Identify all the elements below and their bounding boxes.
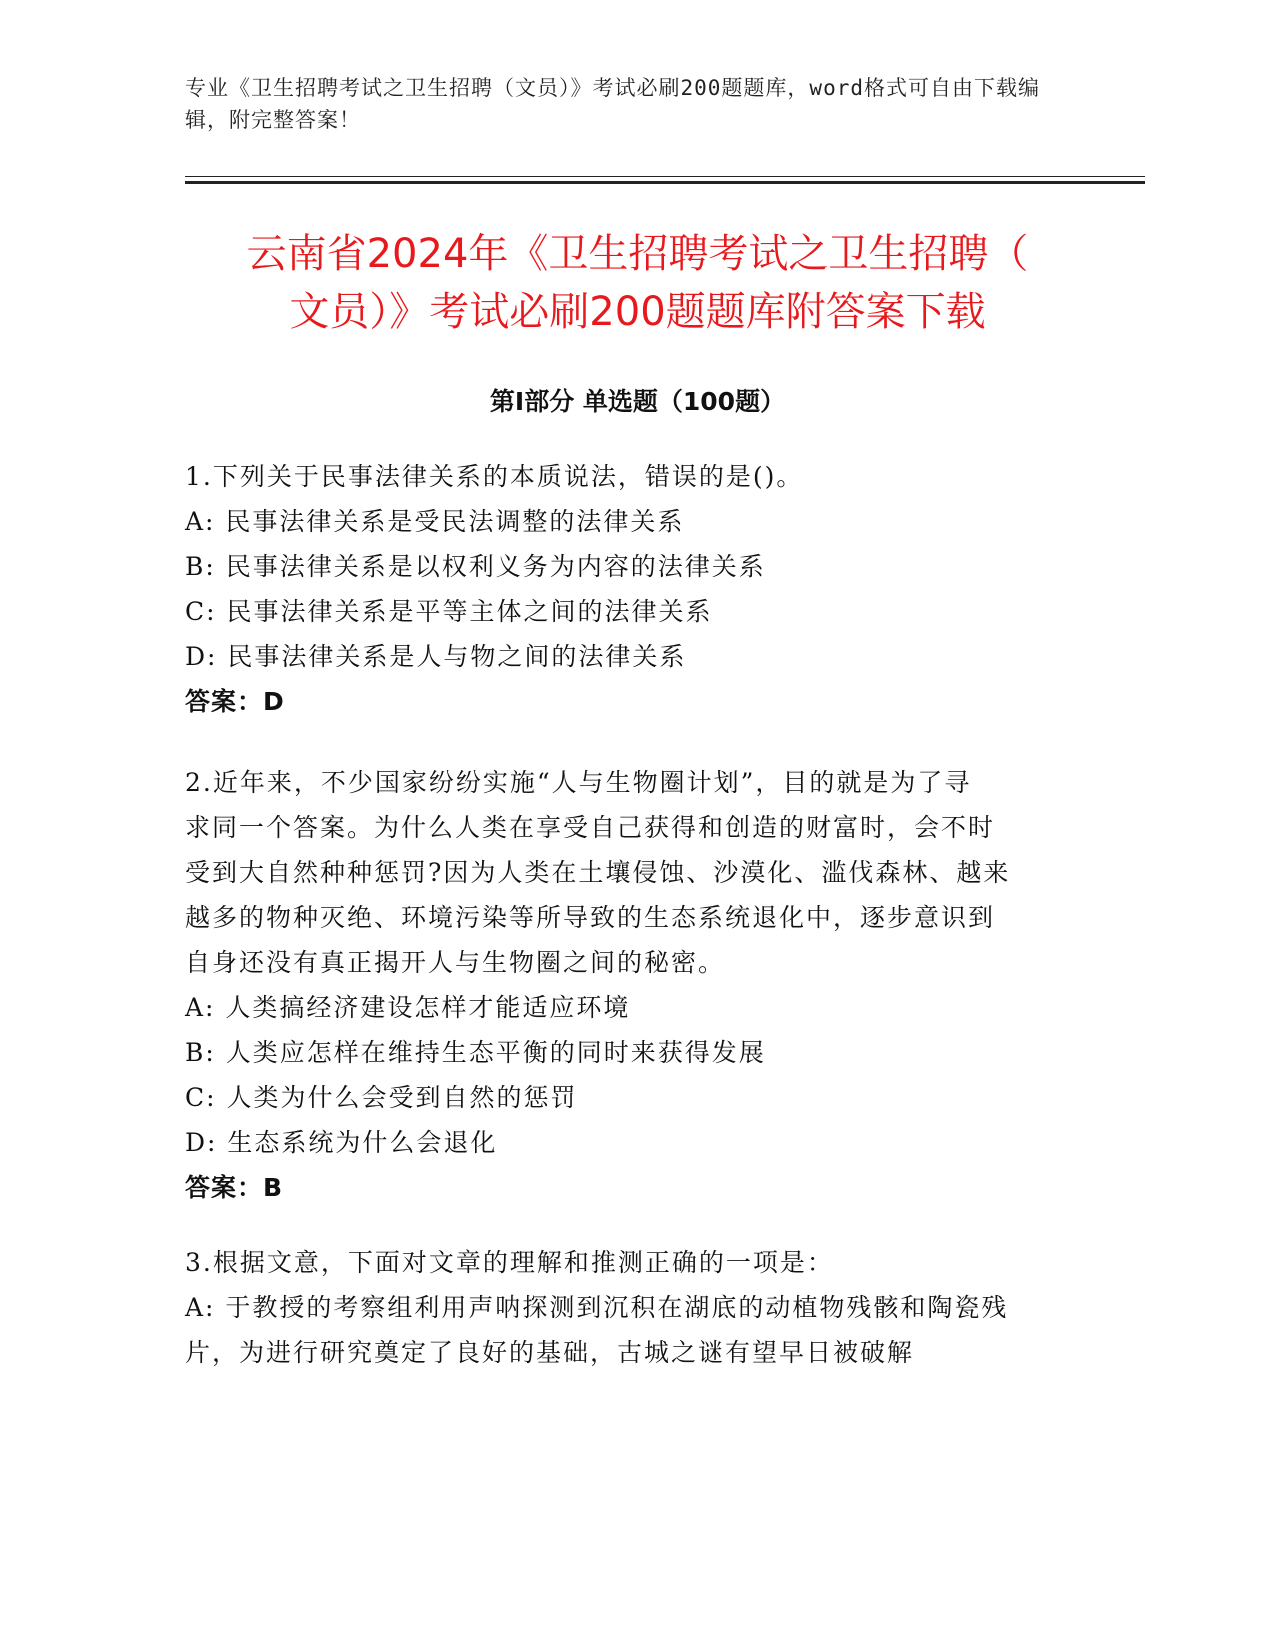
option-c: C: 人类为什么会受到自然的惩罚 bbox=[185, 1083, 578, 1112]
header-divider-thick bbox=[185, 181, 1145, 184]
question-3 bbox=[185, 1240, 1065, 1375]
option-a: A: 人类搞经济建设怎样才能适应环境 bbox=[185, 993, 631, 1022]
document-title-line-1: 云南省2024年《卫生招聘考试之卫生招聘（ bbox=[246, 231, 1029, 277]
question-stem-line: 求同一个答案。为什么人类在享受自己获得和创造的财富时，会不时 bbox=[185, 813, 996, 842]
header-note: 专业《卫生招聘考试之卫生招聘（文员）》考试必刷200题题库，word格式可自由下载编辑，附完整答案！ bbox=[185, 76, 1040, 132]
question-2 bbox=[185, 760, 1065, 1210]
question-stem-line: 越多的物种灭绝、环境污染等所导致的生态系统退化中，逐步意识到 bbox=[185, 903, 996, 932]
answer: 答案：D bbox=[185, 687, 285, 716]
option-b: B: 人类应怎样在维持生态平衡的同时来获得发展 bbox=[185, 1038, 766, 1067]
question-stem-line: 受到大自然种种惩罚?因为人类在土壤侵蚀、沙漠化、滥伐森林、越来 bbox=[185, 858, 1011, 887]
option-a: A: 民事法律关系是受民法调整的法律关系 bbox=[185, 507, 685, 536]
option-d: D: 民事法律关系是人与物之间的法律关系 bbox=[185, 642, 687, 671]
header-divider-thin bbox=[185, 176, 1145, 177]
option-c: C: 民事法律关系是平等主体之间的法律关系 bbox=[185, 597, 713, 626]
option-a-continued: 片，为进行研究奠定了良好的基础，古城之谜有望早日被破解 bbox=[185, 1338, 915, 1367]
document-title bbox=[150, 225, 1125, 341]
option-d: D: 生态系统为什么会退化 bbox=[185, 1128, 498, 1157]
option-a: A: 于教授的考察组利用声呐探测到沉积在湖底的动植物残骸和陶瓷残 bbox=[185, 1293, 1009, 1322]
question-stem-line: 2.近年来，不少国家纷纷实施“人与生物圈计划”，目的就是为了寻 bbox=[185, 768, 972, 797]
option-b: B: 民事法律关系是以权利义务为内容的法律关系 bbox=[185, 552, 766, 581]
question-stem-line: 1.下列关于民事法律关系的本质说法，错误的是()。 bbox=[185, 462, 804, 491]
question-stem-line: 自身还没有真正揭开人与生物圈之间的秘密。 bbox=[185, 948, 726, 977]
section-heading: 第Ⅰ部分 单选题（100题） bbox=[489, 387, 786, 416]
answer: 答案：B bbox=[185, 1173, 284, 1202]
question-stem-line: 3.根据文意，下面对文章的理解和推测正确的一项是： bbox=[185, 1248, 834, 1277]
question-1 bbox=[185, 454, 1065, 724]
document-title-line-2: 文员）》考试必刷200题题库附答案下载 bbox=[289, 289, 986, 335]
